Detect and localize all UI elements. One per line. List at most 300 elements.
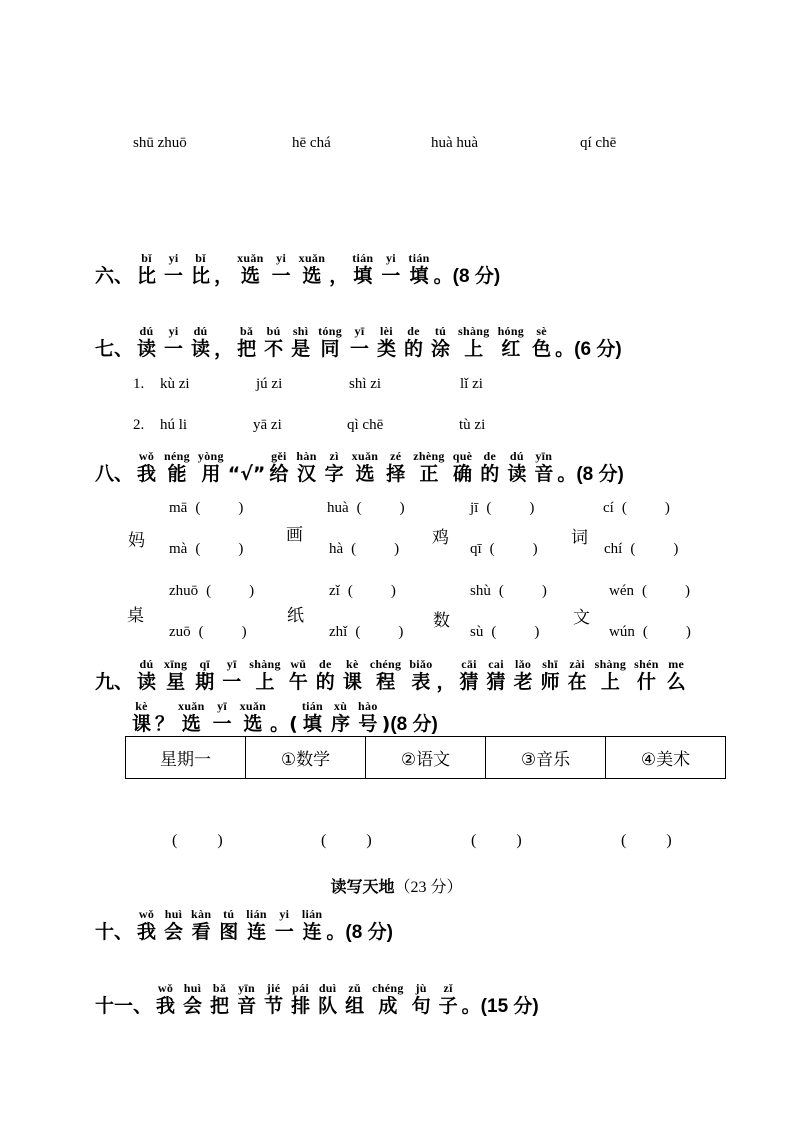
hanzi-with-pinyin (269, 449, 289, 485)
pinyin: shén (634, 657, 659, 671)
hanzi: 词 (571, 528, 588, 548)
pronunciation-choice[interactable] (329, 541, 399, 558)
pinyin-pair: shū zhuō (133, 135, 187, 151)
hanzi-with-pinyin (318, 981, 338, 1017)
pinyin: lǎo (513, 657, 533, 671)
pinyin: yi (274, 907, 294, 921)
pinyin-pair: qí chē (580, 135, 617, 151)
hanzi-with-pinyin (191, 907, 212, 943)
pronunciation-choice[interactable] (169, 624, 247, 641)
hanzi: 比 (191, 265, 211, 287)
answer-paren-close: ) (529, 500, 535, 516)
punctuation: ， (214, 338, 234, 360)
pinyin: bú (264, 324, 284, 338)
pronunciation-choice[interactable] (327, 500, 405, 517)
question-score: (15 分) (480, 996, 539, 1017)
hanzi-with-pinyin (634, 657, 659, 693)
punctuation: “√” (227, 463, 266, 485)
hanzi: 把 (210, 995, 230, 1017)
hanzi: 我 (156, 995, 176, 1017)
pinyin: dú (507, 449, 527, 463)
pinyin: zǐ (438, 981, 458, 995)
paren-open: ( (172, 832, 178, 849)
paren-open: ( (471, 832, 477, 849)
hanzi-with-pinyin (431, 324, 451, 360)
question-9-heading-line2 (128, 700, 438, 734)
answer-paren-open: ( (206, 583, 212, 599)
answer-paren-close: ) (685, 583, 690, 599)
answer-paren-open: ( (630, 541, 636, 557)
pinyin: de (315, 657, 335, 671)
pinyin: yī (349, 324, 369, 338)
pinyin: biǎo (409, 657, 433, 671)
hanzi: 色 (532, 338, 552, 360)
pinyin: hào (358, 699, 378, 713)
pinyin: huì (183, 981, 203, 995)
hanzi: 猜 (459, 671, 479, 693)
pinyin: hóng (497, 324, 525, 338)
pinyin-item[interactable]: yā zi (253, 417, 282, 433)
pronunciation-choice[interactable] (470, 500, 534, 517)
choice-pinyin: sù (470, 624, 484, 640)
hanzi: 一 (212, 713, 232, 735)
hanzi-with-pinyin (532, 324, 552, 360)
item-group-1 (133, 376, 533, 396)
hanzi-with-pinyin (298, 251, 326, 287)
answer-paren-close: ) (390, 583, 396, 599)
pinyin: xuǎn (237, 251, 264, 265)
question-number: 七、 (95, 338, 134, 360)
hanzi-with-pinyin (296, 449, 317, 485)
hanzi-with-pinyin (291, 324, 311, 360)
pinyin: lián (301, 907, 323, 921)
hanzi: 师 (540, 671, 560, 693)
pinyin: lián (246, 907, 267, 921)
hanzi-with-pinyin (452, 449, 473, 485)
timetable-day-cell: 星期一 (126, 737, 246, 779)
pinyin: wǔ (288, 657, 308, 671)
answer-blank[interactable] (471, 832, 522, 850)
hanzi: 选 (351, 463, 379, 485)
pinyin: hàn (296, 449, 317, 463)
pinyin: gěi (269, 449, 289, 463)
pinyin-item[interactable]: kù zi (160, 376, 190, 392)
hanzi: 填 (408, 265, 430, 287)
hanzi: 音 (237, 995, 257, 1017)
punctuation: 。 (557, 463, 577, 485)
hanzi: 表 (409, 671, 433, 693)
choice-pinyin: zǐ (329, 583, 340, 599)
hanzi: 文 (573, 608, 590, 628)
pinyin-item[interactable]: hú li (160, 417, 188, 433)
question-score: (8 分) (452, 266, 501, 287)
pinyin: shàng (594, 657, 627, 671)
answer-paren-open: ( (195, 541, 201, 557)
hanzi-with-pinyin (219, 907, 239, 943)
hanzi: 读 (191, 338, 211, 360)
group-label: 1. (133, 376, 145, 392)
hanzi-with-pinyin (271, 251, 291, 287)
hanzi-with-pinyin (409, 657, 433, 693)
pronunciation-choice[interactable] (609, 624, 691, 641)
choice-pinyin: mā (169, 500, 188, 516)
hanzi: 用 (197, 463, 224, 485)
pinyin: dú (137, 324, 157, 338)
hanzi: 午 (288, 671, 308, 693)
hanzi-with-pinyin (486, 657, 506, 693)
hanzi-with-pinyin (459, 657, 479, 693)
hanzi: 比 (137, 265, 157, 287)
hanzi: 汉 (296, 463, 317, 485)
pinyin: pái (291, 981, 311, 995)
hanzi-with-pinyin (349, 324, 369, 360)
hanzi-with-pinyin (210, 981, 230, 1017)
hanzi: 连 (301, 921, 323, 943)
hanzi: 选 (298, 265, 326, 287)
question-number: 八、 (95, 463, 134, 485)
pinyin: kàn (191, 907, 212, 921)
paren-open: ( (321, 832, 327, 849)
pinyin: xuǎn (239, 699, 267, 713)
pinyin: xuǎn (178, 699, 205, 713)
pinyin: wǒ (137, 449, 157, 463)
answer-blank[interactable] (321, 832, 372, 850)
pinyin: shī (540, 657, 560, 671)
hanzi: 成 (372, 995, 404, 1017)
answer-paren-close: ) (394, 541, 400, 557)
hanzi: 画 (286, 525, 303, 545)
pinyin: bǐ (191, 251, 211, 265)
paren-open: ( (621, 832, 627, 849)
pinyin-item[interactable]: tù zi (459, 417, 486, 433)
pronunciation-choice[interactable] (609, 583, 690, 600)
question-number: 十一、 (95, 995, 153, 1017)
hanzi: 纸 (287, 606, 304, 626)
paren-close: ) (516, 832, 522, 849)
pronunciation-choice[interactable] (169, 583, 254, 600)
pinyin-item[interactable]: qì chē (347, 417, 384, 433)
hanzi-with-pinyin (178, 699, 205, 735)
pinyin: tián (301, 699, 324, 713)
pinyin: wǒ (137, 907, 157, 921)
hanzi: 图 (219, 921, 239, 943)
hanzi-with-pinyin (164, 657, 188, 693)
pinyin: tú (431, 324, 451, 338)
answer-paren-open: ( (356, 500, 362, 516)
answer-paren-close: ) (249, 583, 255, 599)
timetable (125, 736, 726, 779)
hanzi-with-pinyin (237, 324, 257, 360)
hanzi-with-pinyin (342, 657, 362, 693)
hanzi: 上 (249, 671, 281, 693)
question-7-heading (95, 325, 622, 359)
pinyin: yi (381, 251, 401, 265)
choice-pinyin: chí (604, 541, 623, 557)
pinyin: duì (318, 981, 338, 995)
hanzi-with-pinyin (246, 907, 267, 943)
hanzi-with-pinyin (264, 981, 284, 1017)
hanzi-with-pinyin (132, 699, 152, 735)
question-number: 九、 (95, 671, 134, 693)
hanzi: 节 (264, 995, 284, 1017)
answer-paren-open: ( (491, 624, 497, 640)
hanzi: 会 (164, 921, 184, 943)
punctuation: 。 (461, 995, 481, 1017)
hanzi: 的 (480, 463, 500, 485)
question-score: (6 分) (574, 339, 622, 360)
hanzi-with-pinyin (137, 251, 157, 287)
hanzi: 妈 (128, 531, 145, 551)
question-score: (8 分) (390, 714, 438, 735)
hanzi-with-pinyin (540, 657, 560, 693)
group-label: 2. (133, 417, 145, 433)
pronunciation-choice[interactable] (604, 541, 678, 558)
hanzi-with-pinyin (239, 699, 267, 735)
hanzi: 队 (318, 995, 338, 1017)
hanzi-with-pinyin (301, 907, 323, 943)
pinyin: de (404, 324, 424, 338)
pinyin: me (666, 657, 686, 671)
punctuation: ， (214, 265, 234, 287)
timetable-subject-cell: ②语文 (366, 737, 486, 779)
hanzi-with-pinyin (351, 449, 379, 485)
hanzi: 择 (386, 463, 406, 485)
hanzi-with-pinyin (666, 657, 686, 693)
pinyin: yi (271, 251, 291, 265)
hanzi: 子 (438, 995, 458, 1017)
hanzi-with-pinyin (237, 251, 264, 287)
hanzi: 正 (413, 463, 445, 485)
answer-paren-close: ) (238, 541, 244, 557)
pinyin: bǎ (210, 981, 230, 995)
punctuation: ？ (155, 713, 175, 735)
hanzi: 会 (183, 995, 203, 1017)
question-score: (8 分) (576, 464, 624, 485)
pinyin: chéng (372, 981, 404, 995)
hanzi-with-pinyin (264, 324, 284, 360)
pinyin: yīn (237, 981, 257, 995)
hanzi-with-pinyin (352, 251, 374, 287)
hanzi-with-pinyin (137, 324, 157, 360)
hanzi-with-pinyin (318, 324, 342, 360)
hanzi-with-pinyin (137, 907, 157, 943)
hanzi: 么 (666, 671, 686, 693)
choice-pinyin: shù (470, 583, 491, 599)
hanzi-with-pinyin (222, 657, 242, 693)
hanzi-with-pinyin (372, 981, 404, 1017)
hanzi-with-pinyin (497, 324, 525, 360)
hanzi: 的 (404, 338, 424, 360)
answer-blank[interactable] (621, 832, 672, 850)
hanzi: 一 (381, 265, 401, 287)
punctuation: ， (436, 671, 456, 693)
question-10-heading (95, 908, 393, 942)
pinyin: chéng (369, 657, 402, 671)
hanzi: 在 (567, 671, 587, 693)
answer-blank[interactable] (172, 832, 223, 850)
question-score: (8 分) (345, 922, 393, 943)
pinyin: kè (132, 699, 152, 713)
hanzi-with-pinyin (386, 449, 406, 485)
hanzi-with-pinyin (413, 449, 445, 485)
pinyin-item[interactable]: lǐ zi (460, 376, 483, 392)
choice-pinyin: huà (327, 500, 349, 516)
hanzi: 一 (164, 338, 184, 360)
hanzi: 星 (164, 671, 188, 693)
hanzi: 一 (164, 265, 184, 287)
pinyin: yòng (197, 449, 224, 463)
punctuation: 。 (326, 921, 346, 943)
hanzi: 老 (513, 671, 533, 693)
choice-pinyin: hà (329, 541, 344, 557)
question-11-heading (95, 982, 539, 1016)
hanzi: 填 (352, 265, 374, 287)
pinyin: xù (331, 699, 351, 713)
hanzi: 鸡 (432, 528, 449, 548)
punctuation: ) (381, 713, 391, 735)
hanzi-with-pinyin (480, 449, 500, 485)
hanzi-with-pinyin (358, 699, 378, 735)
hanzi: 不 (264, 338, 284, 360)
hanzi: 把 (237, 338, 257, 360)
answer-paren-open: ( (498, 583, 504, 599)
pinyin: tóng (318, 324, 342, 338)
hanzi-with-pinyin (212, 699, 232, 735)
hanzi: 上 (594, 671, 627, 693)
pinyin-pair: huà huà (431, 135, 479, 151)
choice-pinyin: qī (470, 541, 482, 557)
hanzi: 确 (452, 463, 473, 485)
hanzi-with-pinyin (408, 251, 430, 287)
pinyin: tián (352, 251, 374, 265)
pronunciation-choice[interactable] (329, 624, 403, 641)
hanzi-with-pinyin (156, 981, 176, 1017)
choice-pinyin: zuō (169, 624, 191, 640)
pinyin: cai (486, 657, 506, 671)
pinyin: xuǎn (351, 449, 379, 463)
hanzi: 红 (497, 338, 525, 360)
hanzi-with-pinyin (164, 324, 184, 360)
hanzi: 数 (433, 611, 450, 631)
hanzi: 同 (318, 338, 342, 360)
punctuation: ， (329, 265, 349, 287)
pinyin: tián (408, 251, 430, 265)
answer-paren-close: ) (399, 500, 405, 516)
hanzi-with-pinyin (331, 699, 351, 735)
pinyin-item[interactable]: jú zi (256, 376, 283, 392)
hanzi-with-pinyin (404, 324, 424, 360)
answer-paren-close: ) (541, 583, 547, 599)
hanzi: 我 (137, 463, 157, 485)
pinyin: bǎ (237, 324, 257, 338)
answer-paren-open: ( (489, 541, 495, 557)
item-group-2 (133, 417, 533, 437)
hanzi-with-pinyin (324, 449, 344, 485)
answer-paren-close: ) (664, 500, 670, 516)
pinyin: bǐ (137, 251, 157, 265)
answer-paren-open: ( (642, 583, 647, 599)
hanzi: 排 (291, 995, 311, 1017)
pinyin: yi (164, 251, 184, 265)
hanzi: 音 (534, 463, 554, 485)
pronunciation-choice[interactable] (603, 500, 670, 517)
hanzi: 字 (324, 463, 344, 485)
hanzi: 一 (271, 265, 291, 287)
pinyin: shàng (249, 657, 281, 671)
pinyin: qī (195, 657, 215, 671)
punctuation: 。 (433, 265, 453, 287)
pinyin: cāi (459, 657, 479, 671)
hanzi-with-pinyin (513, 657, 533, 693)
choice-pinyin: mà (169, 541, 188, 557)
pinyin: zǔ (345, 981, 365, 995)
hanzi-with-pinyin (594, 657, 627, 693)
pinyin: shàng (458, 324, 490, 338)
pronunciation-choice[interactable] (470, 583, 547, 600)
choice-pinyin: jī (470, 500, 479, 516)
pronunciation-choice[interactable] (169, 500, 243, 517)
punctuation: 。( (270, 713, 298, 735)
pronunciation-choice[interactable] (169, 541, 243, 558)
choice-pinyin: zhuō (169, 583, 199, 599)
answer-paren-open: ( (347, 583, 353, 599)
hanzi: 能 (164, 463, 190, 485)
pinyin-item[interactable]: shì zi (349, 376, 382, 392)
hanzi-with-pinyin (411, 981, 431, 1017)
choice-pinyin: wún (609, 624, 635, 640)
hanzi: 号 (358, 713, 378, 735)
hanzi-with-pinyin (195, 657, 215, 693)
hanzi-with-pinyin (377, 324, 397, 360)
hanzi: 课 (342, 671, 362, 693)
pinyin: què (452, 449, 473, 463)
question-9-heading-line1 (95, 658, 690, 692)
hanzi-with-pinyin (315, 657, 335, 693)
pinyin: xīng (164, 657, 188, 671)
pronunciation-choice[interactable] (470, 541, 538, 558)
pinyin: tú (219, 907, 239, 921)
pinyin: zì (324, 449, 344, 463)
choice-pinyin: wén (609, 583, 634, 599)
pinyin: lèi (377, 324, 396, 338)
pinyin: de (480, 449, 500, 463)
question-6-heading (95, 252, 500, 286)
hanzi: 期 (195, 671, 215, 693)
hanzi-with-pinyin (369, 657, 402, 693)
hanzi-with-pinyin (191, 324, 211, 360)
hanzi: 读 (507, 463, 527, 485)
hanzi: 上 (458, 338, 490, 360)
answer-paren-close: ) (398, 624, 404, 640)
hanzi: 我 (137, 921, 157, 943)
pinyin: huì (164, 907, 184, 921)
choice-pinyin: cí (603, 500, 614, 516)
hanzi: 一 (274, 921, 294, 943)
hanzi-with-pinyin (164, 251, 184, 287)
hanzi-with-pinyin (345, 981, 365, 1017)
pronunciation-choice[interactable] (470, 624, 539, 641)
pinyin: kè (342, 657, 362, 671)
hanzi: 一 (349, 338, 369, 360)
pinyin: yī (222, 657, 242, 671)
hanzi: 序 (331, 713, 351, 735)
question-number: 六、 (95, 265, 134, 287)
pinyin: zài (567, 657, 587, 671)
pinyin: xuǎn (298, 251, 326, 265)
answer-paren-close: ) (673, 541, 679, 557)
pronunciation-choice[interactable] (329, 583, 396, 600)
pinyin: jù (411, 981, 431, 995)
